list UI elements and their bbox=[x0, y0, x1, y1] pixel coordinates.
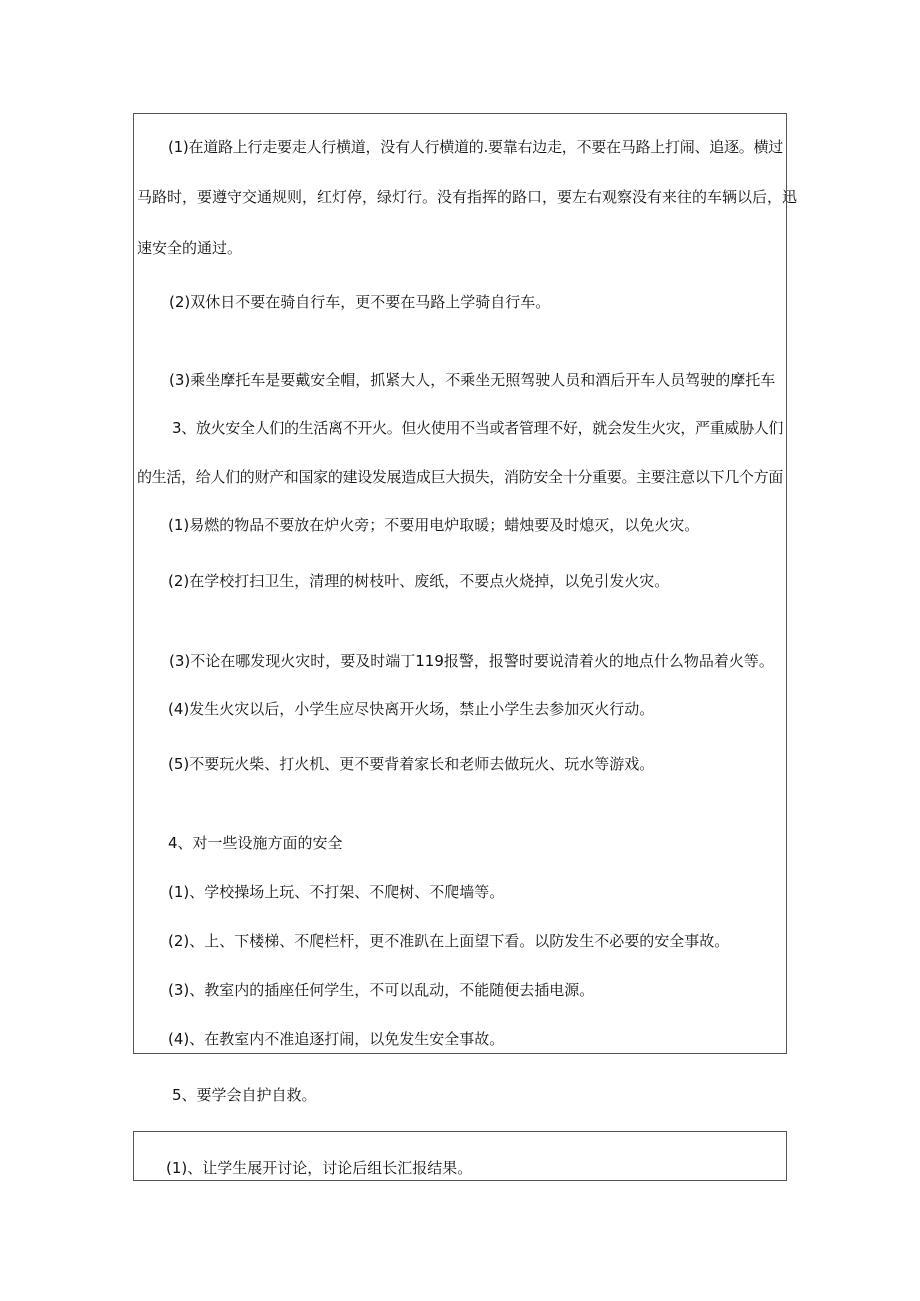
paragraph-line: 速安全的通过。 bbox=[137, 239, 243, 257]
section-heading: 4、对一些设施方面的安全 bbox=[168, 834, 343, 852]
paragraph-line: (3)乘坐摩托车是要戴安全帽，抓紧大人，不乘坐无照驾驶人员和酒后开车人员驾驶的摩托车 bbox=[169, 371, 776, 389]
paragraph-line: (1)在道路上行走要走人行横道，没有人行横道的.要靠右边走，不要在马路上打闹、追逐。横过 bbox=[168, 138, 784, 156]
paragraph-line: (4)发生火灾以后，小学生应尽快离开火场，禁止小学生去参加灭火行动。 bbox=[168, 700, 655, 718]
paragraph-line: (2)双休日不要在骑自行车，更不要在马路上学骑自行车。 bbox=[169, 293, 551, 311]
list-item: (3)、教室内的插座任何学生，不可以乱动，不能随便去插电源。 bbox=[168, 981, 595, 999]
section-heading: 3、放火安全人们的生活离不开火。但火使用不当或者管理不好，就会发生火灾，严重威胁人们 bbox=[172, 419, 784, 437]
list-item: (4)、在教室内不准追逐打闹，以免发生安全事故。 bbox=[168, 1030, 505, 1048]
section-heading: 5、要学会自护自救。 bbox=[172, 1086, 317, 1104]
list-item: (2)、上、下楼梯、不爬栏杆，更不准趴在上面望下看。以防发生不必要的安全事故。 bbox=[168, 932, 730, 950]
paragraph-line: (3)不论在哪发现火灾时，要及时端丁119报警，报警时要说清着火的地点什么物品着火等。 bbox=[169, 652, 774, 670]
paragraph-line: (1)易燃的物品不要放在炉火旁；不要用电炉取暖；蜡烛要及时熄灭，以免火灾。 bbox=[168, 516, 700, 534]
paragraph-line: 马路时，要遵守交通规则，红灯停，绿灯行。没有指挥的路口，要左右观察没有来往的车辆以后，迅 bbox=[137, 188, 798, 206]
paragraph-line: (2)在学校打扫卫生，清理的树枝叶、废纸，不要点火烧掉，以免引发火灾。 bbox=[168, 572, 670, 590]
paragraph-line: (5)不要玩火柴、打火机、更不要背着家长和老师去做玩火、玩水等游戏。 bbox=[168, 755, 655, 773]
list-item: (1)、学校操场上玩、不打架、不爬树、不爬墙等。 bbox=[168, 883, 505, 901]
list-item: (1)、让学生展开讨论，讨论后组长汇报结果。 bbox=[166, 1159, 473, 1177]
paragraph-line: 的生活，给人们的财产和国家的建设发展造成巨大损失，消防安全十分重要。主要注意以下几个方面 bbox=[137, 468, 783, 486]
